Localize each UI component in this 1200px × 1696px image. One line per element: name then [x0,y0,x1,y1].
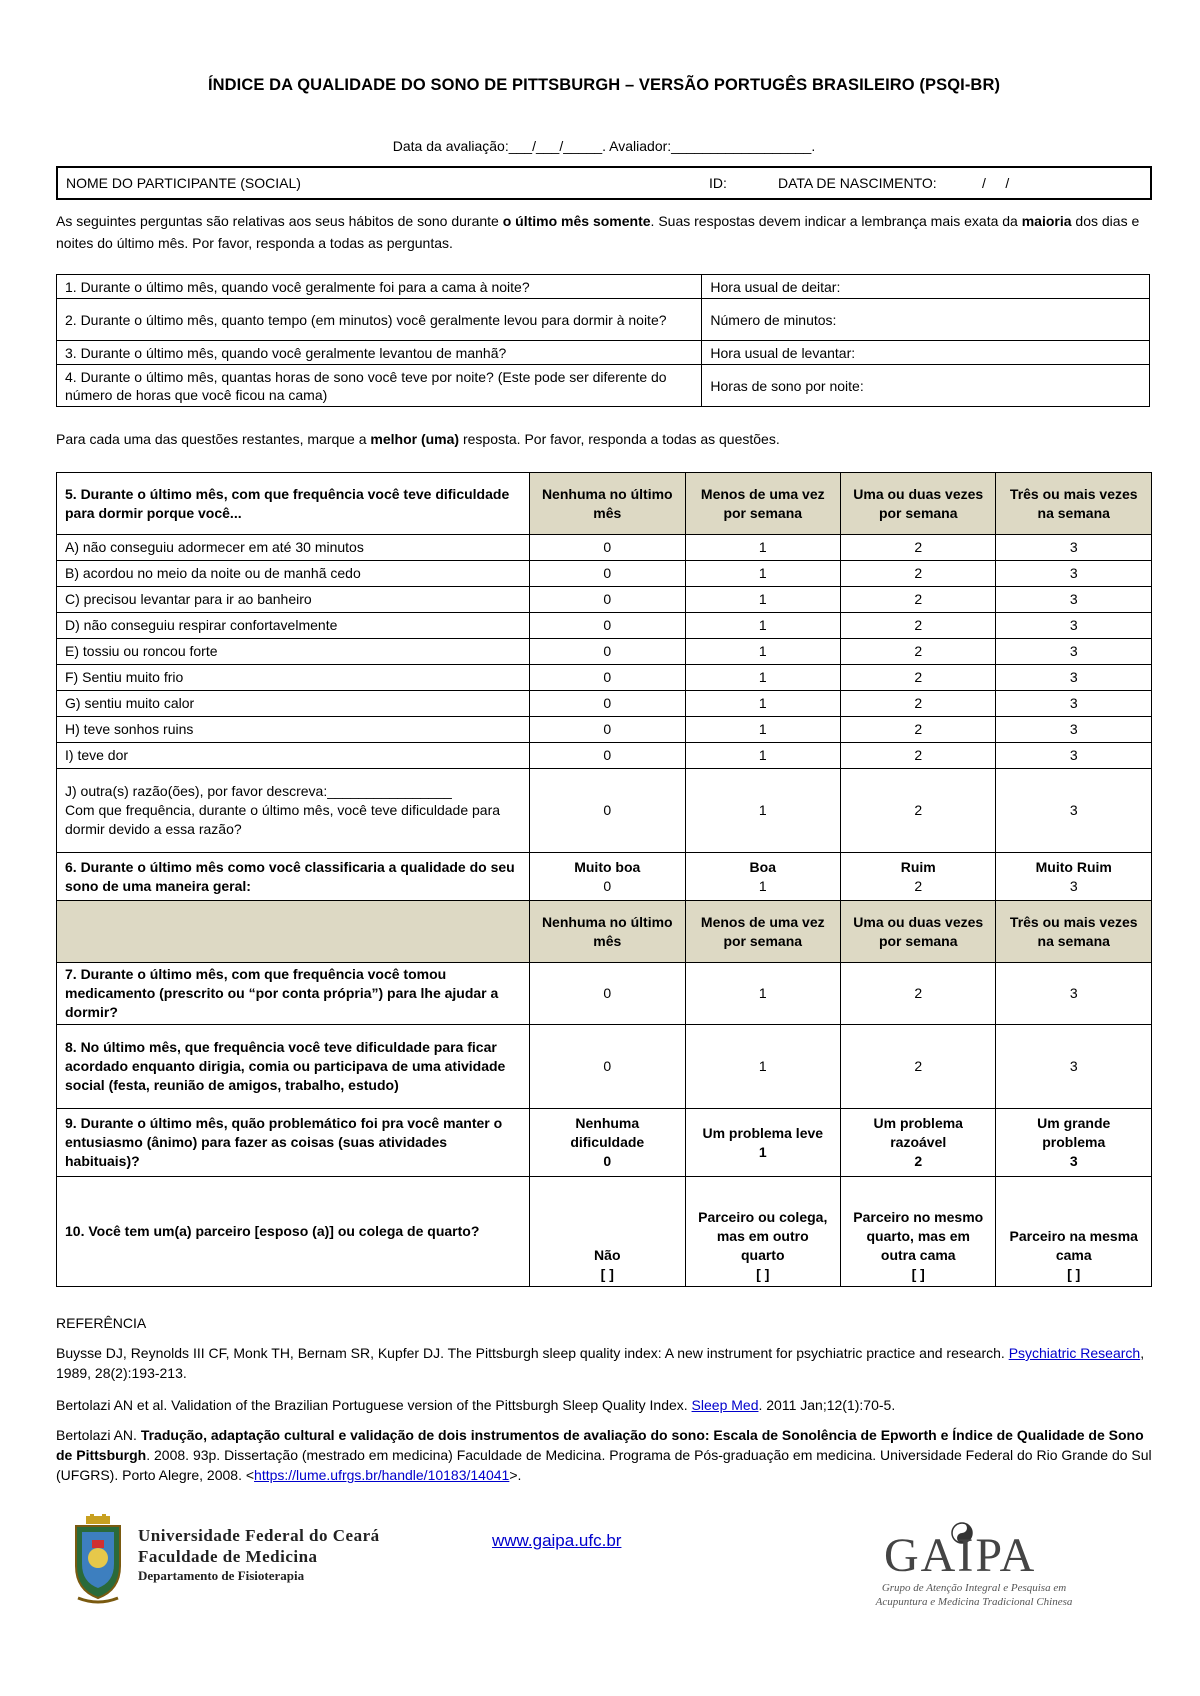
option-label: Um grande problema [1037,1115,1111,1150]
table-row [57,691,1152,717]
question-4: 4. Durante o último mês, quantas horas de sono você teve por noite? (Este pode ser diferente do número de horas que você ficou na cama) [57,365,702,407]
ref-text: >. [509,1467,522,1483]
gaipa-line2: Acupuntura e Medicina Tradicional Chinesa [875,1596,1073,1608]
score-option[interactable]: 3 [996,561,1152,587]
questions-5-10-table [56,472,1152,1287]
q5-item-label: A) não conseguiu adormecer em até 30 minutos [57,535,530,561]
freq-header: Três ou mais vezes na semana [996,473,1152,535]
table-row [57,853,1152,901]
score-option[interactable]: 2 [841,665,996,691]
q10-option[interactable] [996,1177,1152,1287]
ref-bold: Tradução, adaptação cultural e validação de dois instrumentos de avaliação do sono: Escala de Sonolência de Epworth e Índice de Qualidade de Sono de Pittsburgh [56,1427,1144,1463]
checkbox: [ ] [911,1266,925,1282]
score-option[interactable]: 3 [996,691,1152,717]
option-score: 1 [758,877,767,894]
option-score: 0 [603,1153,612,1169]
score-option[interactable]: 3 [996,535,1152,561]
intro-part: As seguintes perguntas são relativas aos seus hábitos de sono durante [56,213,503,229]
answer-field-1[interactable]: Hora usual de deitar: [702,275,1150,299]
table-row [57,587,1152,613]
score-option[interactable]: 1 [685,613,840,639]
table-row [57,769,1152,853]
intro-part: dos dias e noites do último mês. Por favor, responda a todas as perguntas. [56,213,1140,251]
score-option[interactable]: 0 [530,535,685,561]
score-option[interactable]: 0 [530,665,685,691]
checkbox: [ ] [756,1266,770,1282]
reference-1 [56,1343,1152,1383]
freq-header: Menos de uma vez por semana [685,473,840,535]
score-option[interactable]: 1 [685,587,840,613]
score-option[interactable]: 0 [530,1025,685,1109]
freq-header: Nenhuma no último mês [530,473,685,535]
score-option[interactable]: 3 [996,963,1152,1025]
table-row [57,963,1152,1025]
table-row [57,613,1152,639]
gaipa-logo [856,1518,1156,1608]
table-row [57,473,1152,535]
score-option[interactable]: 2 [841,561,996,587]
table-row [57,901,1152,963]
score-option[interactable]: 0 [530,639,685,665]
q5-item-label: G) sentiu muito calor [57,691,530,717]
score-option[interactable]: 1 [685,639,840,665]
score-option[interactable]: 0 [530,743,685,769]
table-row [57,1177,1152,1287]
score-option[interactable]: 3 [996,743,1152,769]
score-option[interactable]: 0 [530,717,685,743]
score-option[interactable]: 1 [685,743,840,769]
table-row [57,743,1152,769]
ref-text: Bertolazi AN et al. Validation of the Brazilian Portuguese version of the Pittsburgh Sleep Quality Index. [56,1397,692,1413]
question-7: 7. Durante o último mês, com que frequência você tomou medicamento (prescrito ou “por conta própria”) para lhe ajudar a dormir? [57,963,530,1025]
table-row [57,1109,1152,1177]
dob-slashes: / / [982,175,1010,191]
reference-3 [56,1425,1152,1485]
option-score: 3 [1069,1153,1078,1169]
ref-link[interactable]: https://lume.ufrgs.br/handle/10183/14041 [254,1467,510,1483]
score-option[interactable]: 2 [841,691,996,717]
table-row [57,561,1152,587]
table-row [57,639,1152,665]
evaluation-line: Data da avaliação:___/___/_____. Avaliador:__________________. [392,138,816,154]
participant-box [56,166,1152,200]
ufc-logo [72,1514,412,1604]
answer-field-3[interactable]: Hora usual de levantar: [702,341,1150,365]
score-option[interactable]: 2 [841,1025,996,1109]
option-label: Muito Ruim [1035,858,1112,875]
option-label: Boa [749,858,776,875]
score-option[interactable]: 0 [530,613,685,639]
score-option[interactable]: 3 [996,1025,1152,1109]
option-label: Um problema leve [702,1124,824,1141]
q6-option[interactable] [685,853,840,901]
questions-1-4-table [56,274,1150,407]
option-score: 0 [603,877,612,894]
instruction-bold: melhor (uma) [370,431,460,447]
q5-items [57,535,1152,769]
question-10: 10. Você tem um(a) parceiro [esposo (a)] ou colega de quarto? [57,1177,530,1287]
score-option[interactable]: 0 [530,587,685,613]
ref-text: , 1989, 28(2):193-213. [56,1345,1145,1381]
intro-part: . Suas respostas devem indicar a lembrança mais exata da [650,213,1022,229]
table-row [57,365,1150,407]
score-option[interactable]: 2 [841,743,996,769]
q9-option[interactable] [996,1109,1152,1177]
question-9: 9. Durante o último mês, quão problemático foi pra você manter o entusiasmo (ânimo) para fazer as coisas (suas atividades habituais)? [57,1109,530,1177]
gaipa-line1: Grupo de Atenção Integral e Pesquisa em [881,1582,1067,1594]
freq-header: Menos de uma vez por semana [685,901,840,963]
score-option[interactable]: 2 [841,639,996,665]
ref-link[interactable]: Sleep Med [691,1397,759,1413]
ufc-line2: Faculdade de Medicina [138,1547,318,1566]
instruction-text [56,431,780,447]
q6-option[interactable] [841,853,996,901]
score-option[interactable]: 2 [841,535,996,561]
table-row [57,717,1152,743]
score-option[interactable]: 3 [996,613,1152,639]
q5-item-label: D) não conseguiu respirar confortavelmente [57,613,530,639]
freq-header: Três ou mais vezes na semana [996,901,1152,963]
score-option[interactable]: 1 [685,717,840,743]
reference-2 [56,1395,1152,1415]
question-5j [57,769,530,853]
table-row [57,341,1150,365]
table-row [57,665,1152,691]
score-option[interactable]: 0 [530,691,685,717]
score-option[interactable]: 3 [996,717,1152,743]
option-label: Parceiro ou colega, mas em outro quarto [698,1209,828,1263]
intro-bold: maioria [1021,213,1072,229]
score-option[interactable]: 3 [996,769,1152,853]
question-2: 2. Durante o último mês, quanto tempo (em minutos) você geralmente levou para dormir à noite? [57,299,702,341]
option-label: Um problema razoável [873,1115,963,1150]
option-score: 1 [758,1143,767,1160]
q5-item-label: F) Sentiu muito frio [57,665,530,691]
option-label: Parceiro na mesma cama [1009,1228,1138,1263]
id-label: ID: [709,175,727,191]
ref-text: Buysse DJ, Reynolds III CF, Monk TH, Bernam SR, Kupfer DJ. The Pittsburgh sleep quality index: A new instrument for psychiatric practice and research. [56,1345,1009,1361]
score-option[interactable]: 2 [841,613,996,639]
option-label: Não [594,1247,621,1263]
q9-option[interactable] [841,1109,996,1177]
option-label: Nenhuma dificuldade [570,1115,645,1150]
score-option[interactable]: 2 [841,963,996,1025]
table-row [57,299,1150,341]
table-row [57,1025,1152,1109]
score-option[interactable]: 2 [841,717,996,743]
ref-text: . 2011 Jan;12(1):70-5. [758,1397,896,1413]
score-option[interactable]: 3 [996,665,1152,691]
page-title: ÍNDICE DA QUALIDADE DO SONO DE PITTSBURGH – VERSÃO PORTUGÊS BRASILEIRO (PSQI-BR) [207,76,1001,94]
q9-option[interactable] [530,1109,685,1177]
table-row [57,275,1150,299]
freq-header: Uma ou duas vezes por semana [841,473,996,535]
ref-text: . 2008. 93p. Dissertação (mestrado em medicina) Faculdade de Medicina. Programa de Pós-graduação em medicina. Universidade Federal do Rio Grande do Sul (UFGRS). Porto Alegre, 2008. < [56,1447,1152,1483]
score-option[interactable]: 1 [685,665,840,691]
q5-item-label: H) teve sonhos ruins [57,717,530,743]
q10-option[interactable] [530,1177,685,1287]
ufc-crest-icon [72,1514,124,1606]
score-option[interactable]: 0 [530,561,685,587]
references-heading: REFERÊNCIA [56,1315,147,1331]
score-option[interactable]: 2 [841,587,996,613]
score-option[interactable]: 3 [996,639,1152,665]
question-1: 1. Durante o último mês, quando você geralmente foi para a cama à noite? [57,275,702,299]
instruction-part: Para cada uma das questões restantes, marque a [56,431,371,447]
table-row [57,535,1152,561]
instruction-part: resposta. Por favor, responda a todas as questões. [459,431,780,447]
score-option[interactable]: 2 [841,769,996,853]
option-label: Ruim [900,858,936,875]
q10-option[interactable] [685,1177,840,1287]
freq-header: Nenhuma no último mês [530,901,685,963]
option-label: Muito boa [574,858,641,875]
q10-option[interactable] [841,1177,996,1287]
question-8: 8. No último mês, que frequência você teve dificuldade para ficar acordado enquanto dirigia, comia ou participava de uma atividade social (festa, reunião de amigos, trabalho, estudo) [57,1025,530,1109]
answer-field-4[interactable]: Horas de sono por noite: [702,365,1150,407]
q5-item-label: E) tossiu ou roncou forte [57,639,530,665]
q6-option[interactable] [530,853,685,901]
option-score: 2 [914,877,923,894]
question-6: 6. Durante o último mês como você classificaria a qualidade do seu sono de uma maneira geral: [57,853,530,901]
q5-item-label: B) acordou no meio da noite ou de manhã cedo [57,561,530,587]
checkbox: [ ] [1067,1266,1081,1282]
freq-header: Uma ou duas vezes por semana [841,901,996,963]
name-label: NOME DO PARTICIPANTE (SOCIAL) [66,175,301,191]
score-option[interactable]: 1 [685,535,840,561]
gaipa-wordmark: GAIPA [884,1529,1037,1582]
checkbox: [ ] [600,1266,614,1282]
q5-item-label: I) teve dor [57,743,530,769]
q5j-line1: J) outra(s) razão(ões), por favor descreva:________________ [65,783,452,799]
question-5: 5. Durante o último mês, com que frequência você teve dificuldade para dormir porque você... [57,473,530,535]
ref-link[interactable]: Psychiatric Research [1008,1345,1141,1361]
ufc-line1: Universidade Federal do Ceará [138,1526,380,1545]
q5j-line2: Com que frequência, durante o último mês, você teve dificuldade para dormir devido a essa razão? [65,802,501,837]
option-score: 3 [1069,877,1078,894]
intro-bold: o último mês somente [502,213,651,229]
question-3: 3. Durante o último mês, quando você geralmente levantou de manhã? [57,341,702,365]
score-option[interactable]: 1 [685,1025,840,1109]
dob-label: DATA DE NASCIMENTO: [778,175,937,191]
q6-option[interactable] [996,853,1152,901]
score-option[interactable]: 1 [685,769,840,853]
ufc-line3: Departamento de Fisioterapia [138,1568,305,1583]
answer-field-2[interactable]: Número de minutos: [702,299,1150,341]
blank-header-cell [57,901,530,963]
score-option[interactable]: 1 [685,691,840,717]
score-option[interactable]: 1 [685,963,840,1025]
intro-text [56,210,1152,254]
option-score: 2 [914,1153,923,1169]
score-option[interactable]: 0 [530,769,685,853]
ref-text: Bertolazi AN. [56,1427,141,1443]
option-label: Parceiro no mesmo quarto, mas em outra cama [853,1209,984,1263]
website-link[interactable]: www.gaipa.ufc.br [492,1531,622,1550]
score-option[interactable]: 1 [685,561,840,587]
q5-item-label: C) precisou levantar para ir ao banheiro [57,587,530,613]
score-option[interactable]: 0 [530,963,685,1025]
score-option[interactable]: 3 [996,587,1152,613]
q9-option[interactable] [685,1109,840,1177]
